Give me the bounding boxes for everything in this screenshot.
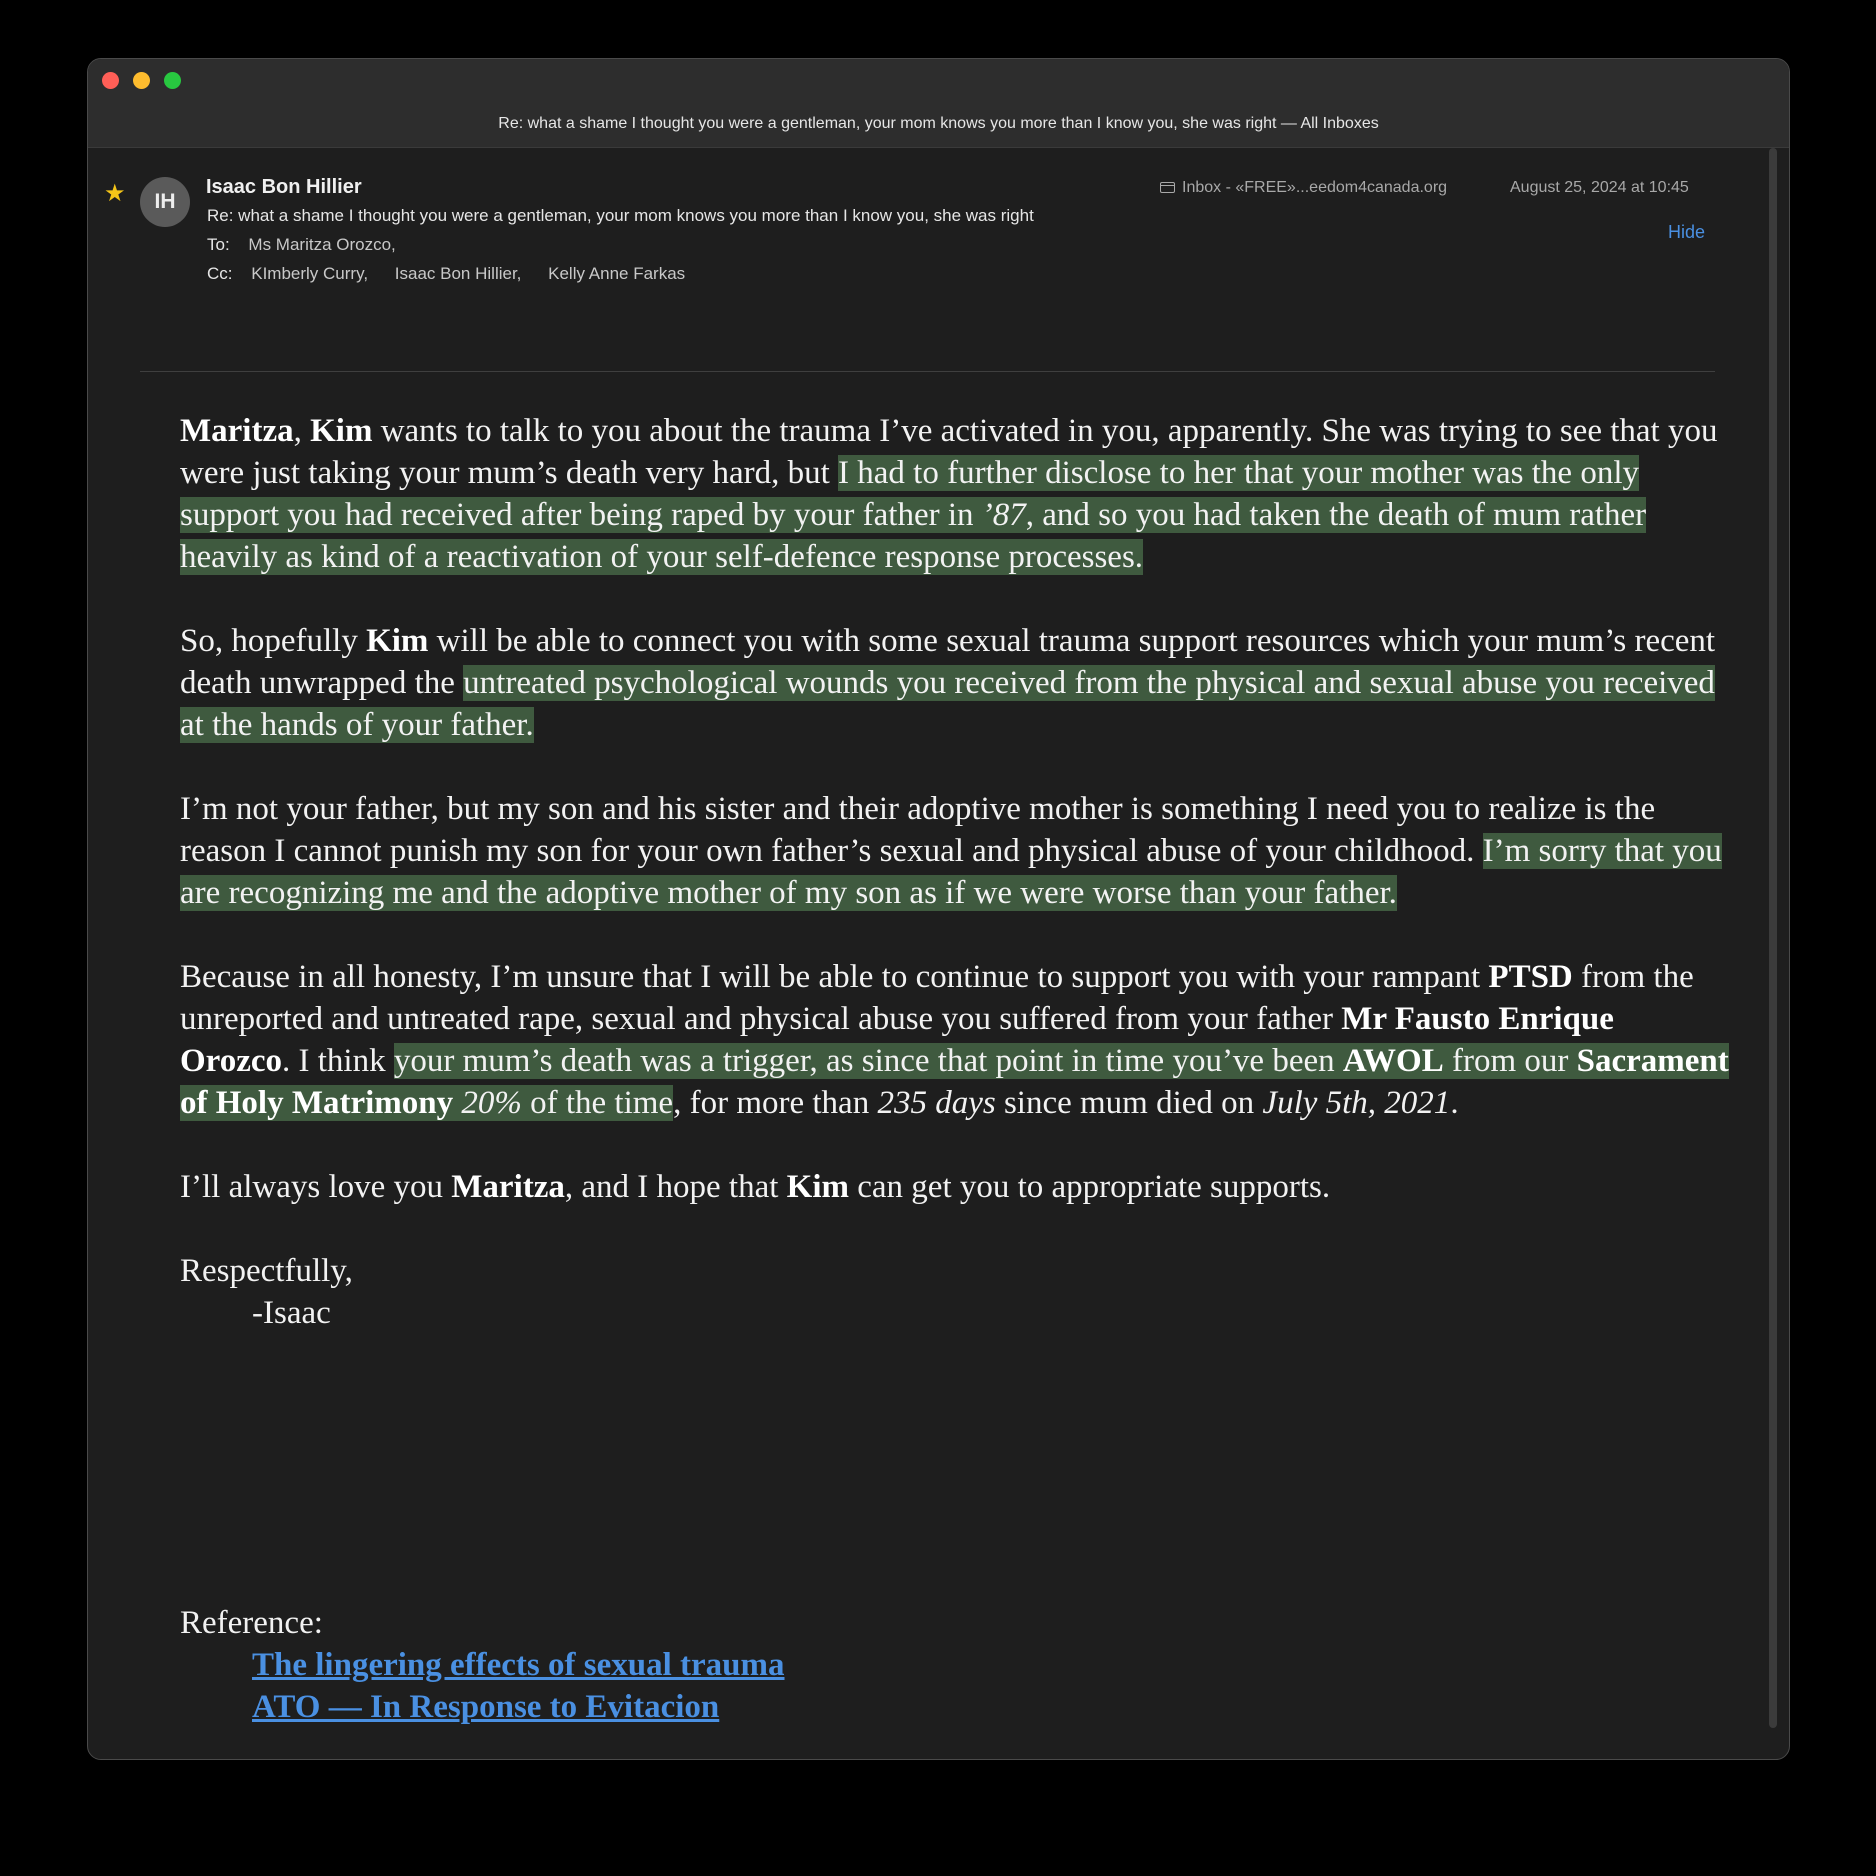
to-label: To: [207, 235, 230, 254]
message-subject: Re: what a shame I thought you were a gentleman, your mom knows you more than I know you, she was right [207, 206, 1034, 225]
message-date: August 25, 2024 at 10:45 [1510, 179, 1689, 196]
sender-name[interactable]: Isaac Bon Hillier [206, 176, 362, 198]
body-paragraph-3: I’m not your father, but my son and his sister and their adoptive mother is something I need you to realize is the reason I cannot punish my son for your own father’s sexual and physical abuse of your childhood. I’m sorry that you are recognizing me and the adoptive mother of my son as if we were worse than your father. [180, 791, 1722, 911]
folder-icon [1160, 182, 1175, 193]
reference-link[interactable]: ATO — In Response to Evitacion [252, 1689, 720, 1725]
body-paragraph-4: Because in all honesty, I’m unsure that I will be able to continue to support you with your rampant PTSD from the unreported and untreated rape, sexual and physical abuse you suffered from your father Mr Fausto Enrique Orozco. I think your mum’s death was a trigger, as since that point in time you’ve been AWOL from our Sacrament of Holy Matrimony 20% of the time, for more than 235 days since mum died on July 5th, 2021. [180, 959, 1729, 1121]
highlighted-text: I had to further disclose to her that your mother was the only support you had received after being raped by your father in ’87, and so you had taken the death of mum rather heavily as kind of a reactivation of your self-defence response processes. [180, 455, 1647, 575]
highlighted-text: your mum’s death was a trigger, as since that point in time you’ve been AWOL from our Sacrament of Holy Matrimony 20% of the time [180, 1043, 1729, 1121]
signature: -Isaac [252, 1295, 331, 1331]
maximize-window-button[interactable] [164, 72, 181, 89]
reference-link[interactable]: The lingering effects of sexual trauma [252, 1647, 785, 1683]
minimize-window-button[interactable] [133, 72, 150, 89]
cc-recipient[interactable]: Kelly Anne Farkas [548, 264, 686, 283]
highlighted-text: I’m sorry that you are recognizing me and the adoptive mother of my son as if we were worse than your father. [180, 833, 1722, 911]
mailbox-name: Inbox - «FREE»...eedom4canada.org [1182, 179, 1448, 196]
sender-avatar: IH [140, 177, 190, 227]
vertical-scrollbar[interactable] [1769, 148, 1777, 1728]
cc-recipient[interactable]: Isaac Bon Hillier, [394, 264, 522, 283]
closing: Respectfully, [180, 1253, 353, 1289]
highlighted-text: untreated psychological wounds you received from the physical and sexual abuse you received at the hands of your father. [180, 665, 1715, 743]
cc-label: Cc: [207, 264, 233, 283]
mail-window [87, 58, 1790, 1760]
to-recipient[interactable]: Ms Maritza Orozco, [248, 235, 396, 254]
close-window-button[interactable] [102, 72, 119, 89]
body-paragraph-5: I’ll always love you Maritza, and I hope that Kim can get you to appropriate supports. [180, 1169, 1331, 1205]
header-divider [140, 371, 1715, 372]
mailbox-location [1160, 179, 1447, 197]
reference-label: Reference: [180, 1605, 323, 1641]
body-paragraph-1: Maritza, Kim wants to talk to you about the trauma I’ve activated in you, apparently. She was trying to see that you were just taking your mum’s death very hard, but I had to further disclose to her that your mother was the only support you had received after being raped by your father in ’87, and so you had taken the death of mum rather heavily as kind of a reactivation of your self-defence response processes. [180, 413, 1718, 575]
flag-star-icon[interactable]: ★ [104, 180, 126, 207]
window-title: Re: what a shame I thought you were a gentleman, your mom knows you more than I know you, she was right — All Inboxes [498, 115, 1379, 132]
body-paragraph-2: So, hopefully Kim will be able to connect you with some sexual trauma support resources which your mum’s recent death unwrapped the untreated psychological wounds you received from the physical and sexual abuse you received at the hands of your father. [180, 623, 1716, 743]
cc-recipient[interactable]: KImberly Curry, [251, 264, 369, 283]
hide-details-link[interactable]: Hide [1668, 222, 1706, 242]
reference-section [180, 1602, 785, 1728]
cc-row [207, 264, 707, 284]
message-body [180, 410, 1730, 1334]
to-row [207, 235, 418, 255]
message-view [88, 148, 1789, 1759]
title-bar [88, 59, 1789, 148]
